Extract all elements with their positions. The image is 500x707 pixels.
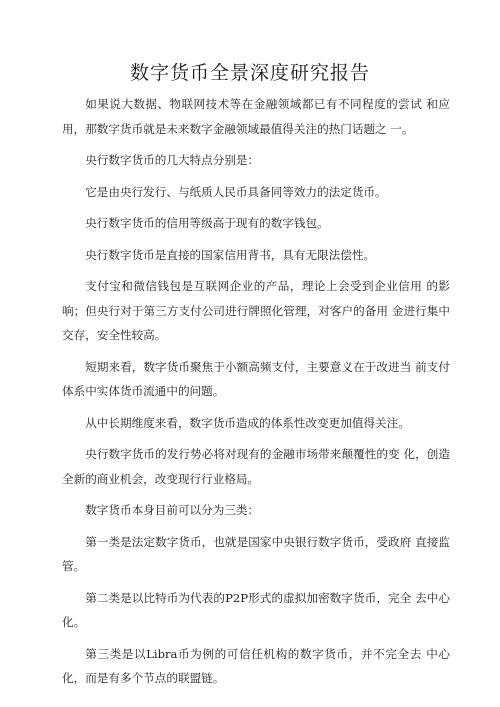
paragraph: 支付宝和微信钱包是互联网企业的产品，理论上会受到企业信用 的影响；但央行对于第三方支付公司进行牌照化管理，对客户的备用 金进行集中交存，安全性较高。 [62,279,450,342]
paragraph: 央行数字货币的几大特点分别是： [85,153,260,167]
document-title: 数字货币全景深度研究报告 [129,62,370,84]
paragraph: 数字货币本身目前可以分为三类： [85,503,260,517]
document-body [62,92,450,698]
paragraph: 第三类是以Libra币为例的可信任机构的数字货币，并不完全去 中心化，而是有多个节点的联盟链。 [62,646,450,685]
paragraph: 如果说大数据、物联网技术等在金融领域都已有不同程度的尝试 和应用，那数字货币就是未来数字金融领域最值得关注的热门话题之 一。 [62,97,450,136]
paragraph: 第一类是法定数字货币，也就是国家中央银行数字货币，受政府 直接监管。 [62,534,450,573]
paragraph: 第二类是以比特币为代表的P2P形式的虚拟加密数字货币，完全 去中心化。 [62,590,450,629]
paragraph: 央行数字货币的发行势必将对现有的金融市场带来颠覆性的变 化，创造全新的商业机会，改变现行行业格局。 [62,447,450,486]
paragraph: 央行数字货币的信用等级高于现有的数字钱包。 [85,216,329,230]
paragraph: 它是由央行发行、与纸质人民币具备同等效力的法定货币。 [85,184,387,199]
paragraph: 央行数字货币是直接的国家信用背书，具有无限法偿性。 [85,247,376,262]
paragraph: 从中长期维度来看，数字货币造成的体系性改变更加值得关注。 [85,415,410,430]
paragraph: 短期来看，数字货币聚焦于小额高频支付，主要意义在于改进当 前支付体系中实体货币流通中的问题。 [62,359,450,398]
